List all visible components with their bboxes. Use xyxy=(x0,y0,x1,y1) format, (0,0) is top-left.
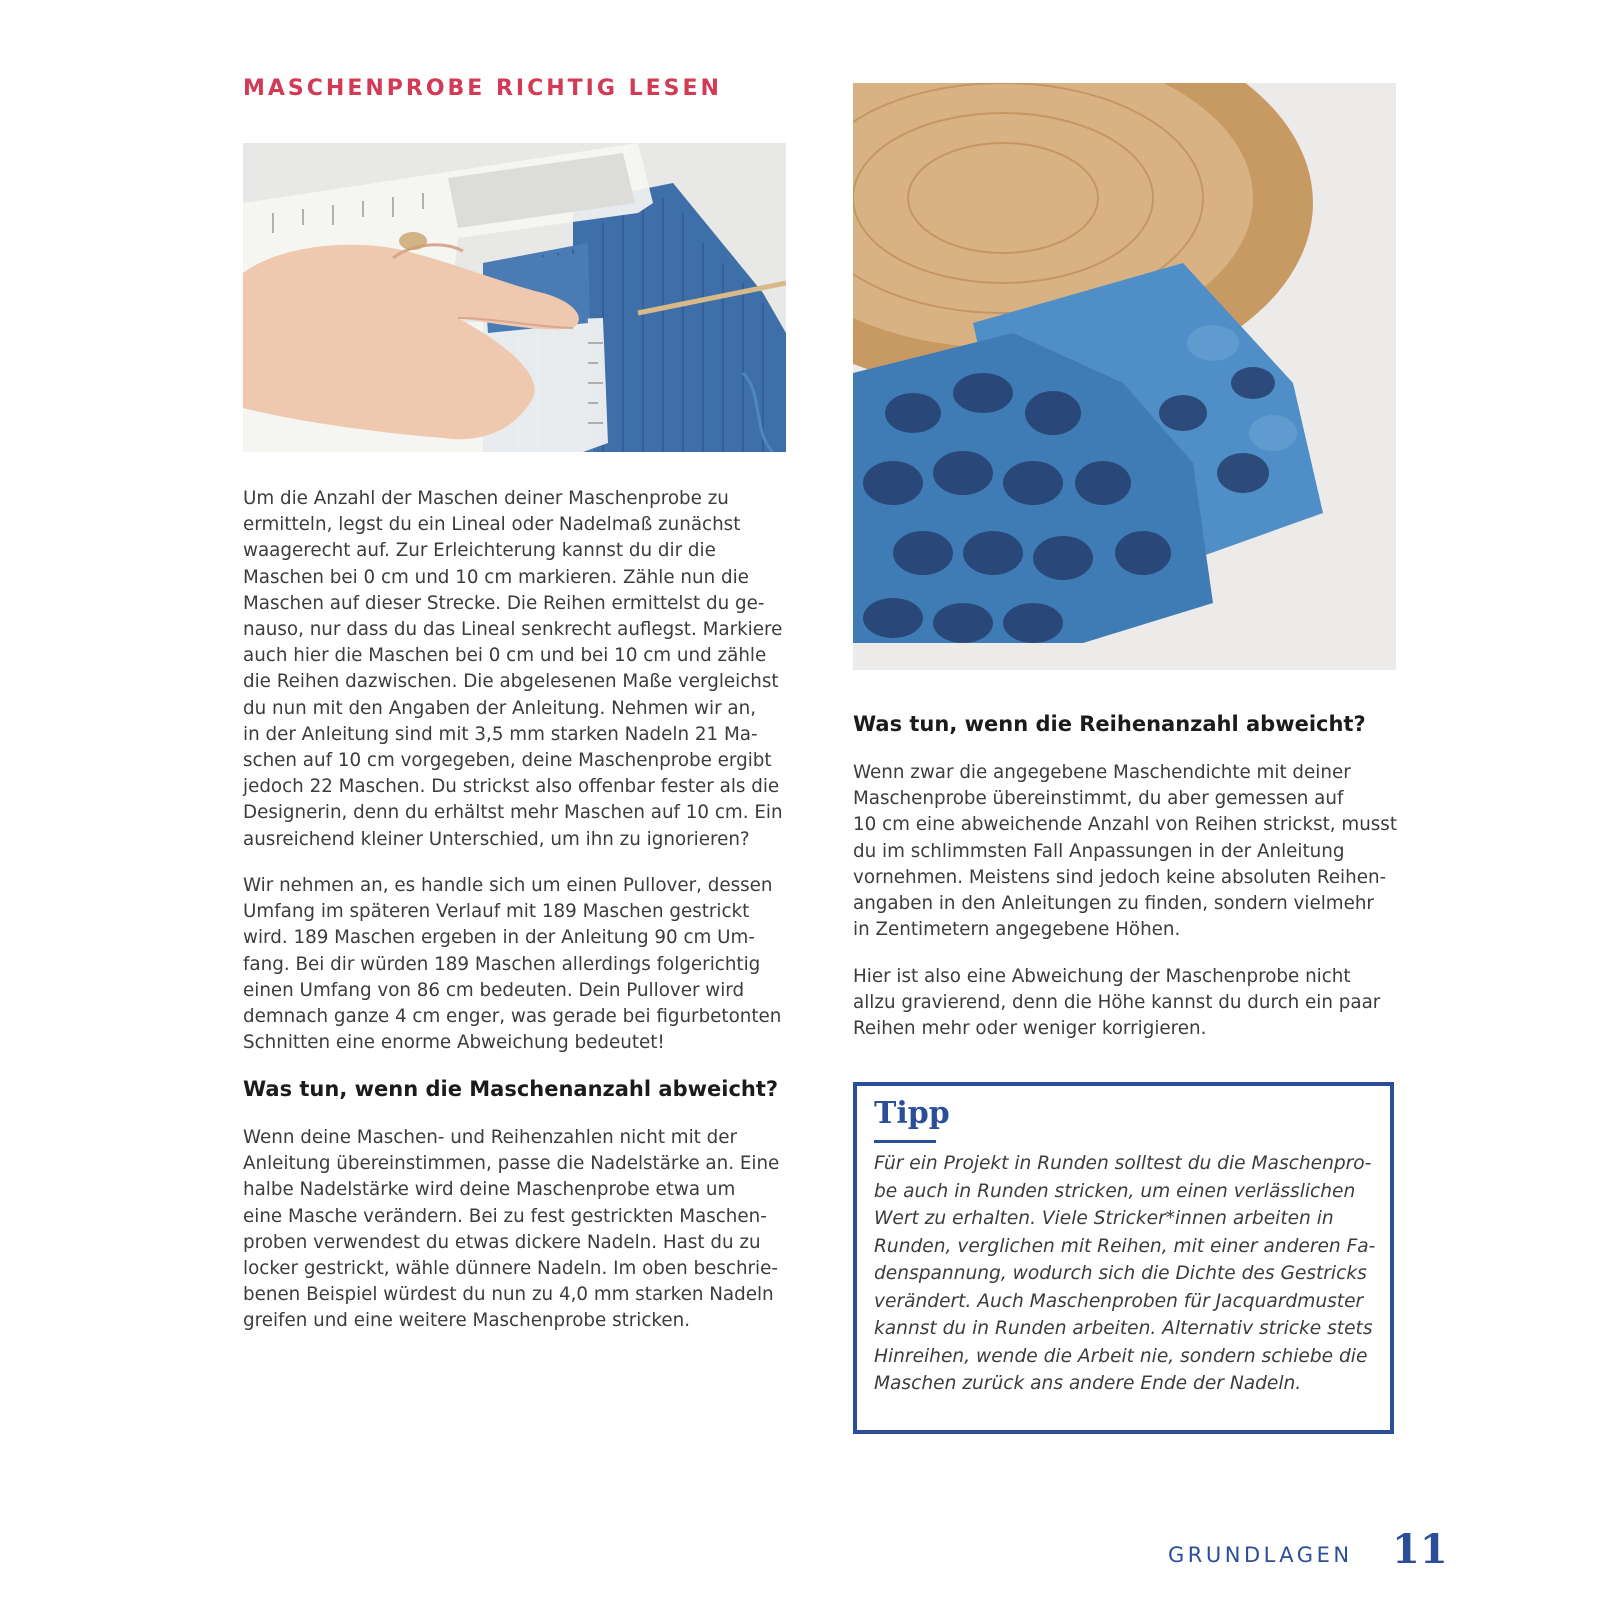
tip-text: Für ein Projekt in Runden solltest du die Maschenpro- be auch in Runden stricken, um einen verlässlichen Wert zu erhalten. Viele Stricker*innen arbeiten in Runden, verglichen mit Reihen, mit einer anderen Fa- denspannung, wodurch sich die Dichte des Gestricks verändert. Auch Maschenproben für Jacquardmuster kannst du in Runden arbeiten. Alternativ stricke stets Hinreihen, wende die Arbeit nie, sondern schiebe die Maschen zurück ans andere Ende der Nadeln. xyxy=(874,1153,1376,1394)
subheading-row-count: Was tun, wenn die Reihenanzahl abweicht? xyxy=(853,712,1366,736)
tip-box xyxy=(853,1082,1394,1434)
tip-title-underline xyxy=(874,1140,936,1143)
left-paragraph-3: Wenn deine Maschen- und Reihenzahlen nicht mit der Anleitung übereinstimmen, passe die Nadelstärke an. Eine halbe Nadelstärke wird deine Maschenprobe etwa um eine Masche verändern. Bei zu fest gestrickten Maschen- proben verwendest du etwas dickere Nadeln. Hast du zu locker gestrickt, wähle dünnere Nadeln. Im oben beschrie- benen Beispiel würdest du nun zu 4,0 mm starken Nadeln greifen und eine weitere Maschenprobe stricken. xyxy=(243,1127,780,1332)
right-paragraph-1: Wenn zwar die angegebene Maschendichte mit deiner Maschenprobe übereinstimmt, du aber gemessen auf 10 cm eine abweichende Anzahl von Reihen strickst, musst du im schlimmsten Fall Anpassungen in der Anleitung vornehmen. Meistens sind jedoch keine absoluten Reihen- angaben in den Anleitungen zu finden, sondern vielmehr in Zentimetern angegebene Höhen. xyxy=(853,762,1397,941)
photo-ruler-measuring-swatch xyxy=(243,143,786,452)
footer-section-label: GRUNDLAGEN xyxy=(1168,1543,1353,1567)
page-number: 11 xyxy=(1392,1526,1448,1573)
left-paragraph-1: Um die Anzahl der Maschen deiner Maschenprobe zu ermitteln, legst du ein Lineal oder Nadelmaß zunächst waagerecht auf. Zur Erleichterung kannst du dir die Maschen bei 0 cm und 10 cm markieren. Zähle nun die Maschen auf dieser Strecke. Die Reihen ermittelst du ge- nauso, nur dass du das Lineal senkrecht auflegst. Markiere auch hier die Maschen bei 0 cm und bei 10 cm und zähle die Reihen dazwischen. Die abgelesenen Maße vergleichst du nun mit den Angaben der Anleitung. Nehmen wir an, in der Anleitung sind mit 3,5 mm starken Nadeln 21 Ma- schen auf 10 cm vorgegeben, deine Maschenprobe ergibt jedoch 22 Maschen. Du strickst also offenbar fester als die Designerin, denn du erhältst mehr Maschen auf 10 cm. Ein ausreichend kleiner Unterschied, um ihn zu ignorieren? xyxy=(243,488,783,850)
subheading-stitch-count: Was tun, wenn die Maschenanzahl abweicht? xyxy=(243,1077,779,1101)
left-paragraph-2: Wir nehmen an, es handle sich um einen Pullover, dessen Umfang im späteren Verlauf mit 189 Maschen gestrickt wird. 189 Maschen ergeben in der Anleitung 90 cm Um- fang. Bei dir würden 189 Maschen allerdings folgerichtig einen Umfang von 86 cm bedeuten. Dein Pullover wird demnach ganze 4 cm enger, was gerade bei figurbetonten Schnitten eine enorme Abweichung bedeutet! xyxy=(243,875,782,1054)
section-title: MASCHENPROBE RICHTIG LESEN xyxy=(243,76,722,101)
photo-bowl-jacquard-swatches xyxy=(853,83,1396,670)
tip-title: Tipp xyxy=(874,1096,950,1131)
right-paragraph-2: Hier ist also eine Abweichung der Maschenprobe nicht allzu gravierend, denn die Höhe kannst du durch ein paar Reihen mehr oder weniger korrigieren. xyxy=(853,966,1381,1040)
